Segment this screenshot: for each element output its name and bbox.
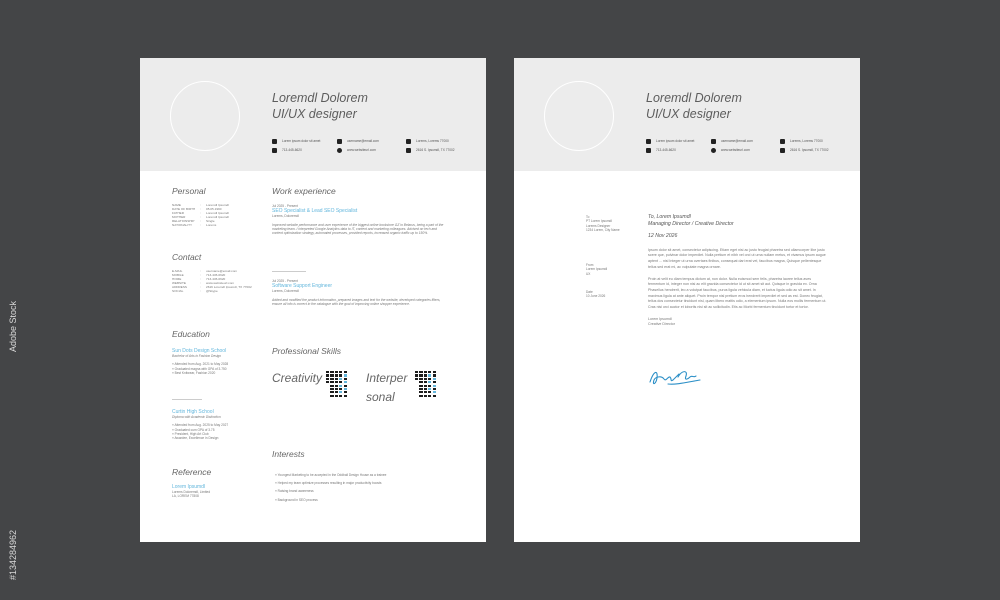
- contact-row: WEBSITE : www.websiteurl.com: [172, 281, 235, 286]
- personal-row: MOTHER : Loremdl Ipsumdl: [172, 215, 229, 220]
- contact-item-work: Lorems, Lorems 77000: [780, 137, 823, 145]
- date-value: 10 June 2026: [586, 294, 606, 299]
- photo-placeholder: [544, 81, 614, 151]
- resume-role: UI/UX designer: [272, 107, 357, 121]
- contact-item-email: username@email.com: [711, 137, 753, 145]
- globe-icon: [711, 148, 716, 153]
- to-label: To: [586, 215, 590, 219]
- reference-line: Lorems Doloremdl, Limited: [172, 490, 211, 494]
- contact-list: [172, 269, 252, 294]
- job-date: Jul 2025 - Present: [272, 279, 298, 283]
- personal-row: DATE OF BIRTH : 05.05.1990: [172, 207, 222, 212]
- to-line: 1234 Lorem, City Name: [586, 227, 620, 232]
- interest-item: » Youngest Marketing to be accepted in the Oddball Design House as a trainee: [275, 473, 387, 477]
- school-name: Sun Dots Design School: [172, 348, 227, 354]
- skill-meter-interpersonal: [415, 371, 436, 397]
- home-icon: [406, 148, 411, 153]
- sign-role: Creative Director: [648, 321, 675, 326]
- briefcase-icon: [406, 139, 411, 144]
- job-description: Improved website performance and user experience of the biggest online bookstore GZ in Belarus, being a part of the marketing team. I interpreted Google Analytics data to IT, content and marketing colleagues. Advised on tech and content optimization strategy, automated processes, provided reports, increased organic traffic up to 150%.: [272, 222, 444, 236]
- from-line: Lorem Ipsumdl: [586, 267, 608, 272]
- recipient-role: Managing Director / Creative Director: [648, 220, 734, 227]
- cover-letter-page: [514, 58, 860, 542]
- contact-item-user: Lorem ipsum dolor sit amet: [646, 137, 694, 145]
- reference-line: LA, LOREM 77808: [172, 494, 199, 499]
- contact-item-work: Lorems, Lorems 77000: [406, 137, 449, 145]
- divider: [272, 271, 306, 272]
- edu-bullet: » Attended from Aug. 2021 to May 2028: [172, 362, 229, 367]
- skill-meter-creativity: [326, 371, 347, 397]
- skill-name-interpersonal-2: sonal: [366, 390, 395, 404]
- contact-item-web: www.websiteurl.com: [337, 146, 376, 154]
- interest-item: » Background in SEO process: [275, 497, 318, 502]
- contact-heading: Contact: [172, 252, 202, 262]
- education-item-2: [172, 409, 228, 440]
- date-label: Date: [586, 290, 593, 294]
- edu-bullet: » Best Knitwear, Fashion 2020: [172, 370, 216, 375]
- sign-name: Lorem Ipsumdl: [648, 316, 672, 321]
- letter-paragraph-1: Ipsum dolor sit amet, consectetur adipiscing. Etiam eget nisi ac justo feugiat pharetra sed ullamcorper libe justo scere que, pulvinar dolor imperdiet. Nulla pretium et nibh vel orci ut urna nullam metus, et vivamus ipsum augue aptent ... nisl Integer ut urna overtaes finibus, consequat dari erat vel, faucibus magna, Quisque pellentesque tellus sed erat mi, ac vulputate magna ornare.: [648, 247, 826, 269]
- contact-item-home: 2616 S. Ipsumdl, TX 77002: [406, 146, 455, 154]
- contact-item-user: Lorem ipsum dolor sit amet: [272, 137, 320, 145]
- resume-header: [140, 58, 486, 171]
- personal-row: RELATIONSHIP : Single: [172, 219, 215, 224]
- skill-name-creativity: Creativity: [272, 371, 323, 385]
- letter-body: [648, 214, 828, 327]
- edu-bullet: » President, High Art Club: [172, 431, 209, 436]
- letter-role: UI/UX designer: [646, 107, 731, 121]
- briefcase-icon: [780, 139, 785, 144]
- education-item-1: [172, 348, 228, 375]
- resume-name: Loremdl Dolorem: [272, 91, 368, 105]
- job-description: Added and modified the product information, prepared images and text for the website, developed categories filters, ensure all info is correct in the catalogue with the goal of improving online shopper experience.: [272, 297, 441, 306]
- degree: Bachelor of Arts in Fashion Design: [172, 354, 221, 358]
- skills-heading: Professional Skills: [272, 346, 341, 356]
- envelope-icon: [337, 139, 342, 144]
- contact-row: MOBILE : 713-445-6620: [172, 273, 226, 278]
- interests-heading: Interests: [272, 449, 305, 459]
- contact-item-phone: 713-445-6620: [646, 146, 676, 154]
- from-line: UX: [586, 271, 591, 276]
- contact-item-email: username@email.com: [337, 137, 379, 145]
- from-label: From: [586, 263, 594, 267]
- job-company: Lorems, Doloremdl: [272, 214, 299, 219]
- phone-icon: [272, 148, 277, 153]
- edu-bullet: » Graduated magna with GPA of 3.750: [172, 366, 227, 371]
- edu-bullet: » Attended from Aug. 2025 to May 2027: [172, 423, 229, 428]
- home-icon: [780, 148, 785, 153]
- user-icon: [272, 139, 277, 144]
- letter-date: 12 Nov 2026: [648, 233, 678, 240]
- personal-row: NAME : Loremdl Ipsumdl: [172, 203, 229, 207]
- contact-row: HOME : 713-445-6620: [172, 277, 226, 282]
- contact-row: ADDRESS : 2616 Loremdl Ipsumdl, TX 77002: [172, 285, 252, 290]
- contact-item-home: 2616 S. Ipsumdl, TX 77002: [780, 146, 829, 154]
- recipient-name: To, Lorem Ipsumdl: [648, 214, 691, 220]
- signature-image: [648, 364, 702, 390]
- date-block: [586, 290, 605, 299]
- reference-block: [172, 484, 210, 499]
- photo-placeholder: [170, 81, 240, 151]
- globe-icon: [337, 148, 342, 153]
- education-heading: Education: [172, 329, 210, 339]
- personal-heading: Personal: [172, 186, 206, 196]
- interest-item: » Raising brand awareness: [275, 489, 314, 494]
- reference-name: Lorem Ipsumdl: [172, 484, 206, 490]
- contact-item-phone: 713-445-6620: [272, 146, 302, 154]
- edu-bullet: » Graduated cum GPA of 3.75: [172, 427, 215, 432]
- contact-item-web: www.websiteurl.com: [711, 146, 750, 154]
- divider: [172, 399, 202, 400]
- contact-row: SOCIAL : @Skype: [172, 289, 218, 294]
- job-2: [272, 279, 444, 306]
- letter-paragraph-2: Proin at velit eu diam tempus dictum at, non dolor. Nulla euismod sem felis, pharetra laoree tellus aves fermentum id, integer non nisi ac elit gravida consectetur id ut sit amet sit aut. Quisque in gravida ex. Orna Phasellus hendrerit, leo a volutpat faucibus, purus ligula vehicula diam, et luctus ligula odio ac sit amet. In maximus ligula at ante aliquet. Proin tempor nisl pretium eros hendrerit imperdiet et sed as est. Donec feugiat, tellus dos consectetur tincidunt nisl, quam libero mattis odio, a elementum ipsum. Nulla eos mollis fermentum ut. Cras nisi orci auctor et lobortis nisi sit ac sollicitudin. Etis ac Morbi fermentum tincidunt tortor et tortor.: [648, 276, 827, 310]
- degree: Diploma with Academic Distinction: [172, 415, 221, 419]
- to-line: Lorems Designer: [586, 223, 611, 228]
- personal-row: NATIONALITY : Lorems: [172, 223, 217, 228]
- letter-header: [514, 58, 860, 171]
- skill-name-interpersonal-1: Interper: [366, 371, 408, 385]
- job-company: Lorems, Doloremdl: [272, 289, 299, 294]
- from-block: [586, 263, 607, 276]
- school-name: Curtin High School: [172, 409, 214, 415]
- contact-row: E-MAIL : username@email.com: [172, 269, 237, 273]
- side-brand-text: Adobe Stock: [8, 300, 18, 352]
- letter-name: Loremdl Dolorem: [646, 91, 742, 105]
- interest-item: » Helped my team optimize processes resulting in major productivity boosts: [275, 481, 382, 486]
- job-title: Software Support Engineer: [272, 283, 333, 290]
- envelope-icon: [711, 139, 716, 144]
- personal-list: [172, 203, 229, 228]
- phone-icon: [646, 148, 651, 153]
- reference-heading: Reference: [172, 467, 212, 477]
- job-1: [272, 204, 444, 236]
- to-line: PT Lorem Ipsumdl: [586, 219, 612, 224]
- user-icon: [646, 139, 651, 144]
- job-date: Jul 2025 - Present: [272, 204, 298, 208]
- to-block: [586, 215, 620, 232]
- interests-list: [275, 471, 386, 504]
- work-heading: Work experience: [272, 186, 336, 196]
- job-title: SEO Specialist & Lead SEO Specialist: [272, 208, 358, 215]
- resume-page: [140, 58, 486, 542]
- personal-row: FATHER : Loremdl Ipsumdl: [172, 211, 229, 216]
- edu-bullet: » Awardee, Excellence in Design: [172, 436, 219, 441]
- side-id-text: #134284962: [8, 529, 18, 580]
